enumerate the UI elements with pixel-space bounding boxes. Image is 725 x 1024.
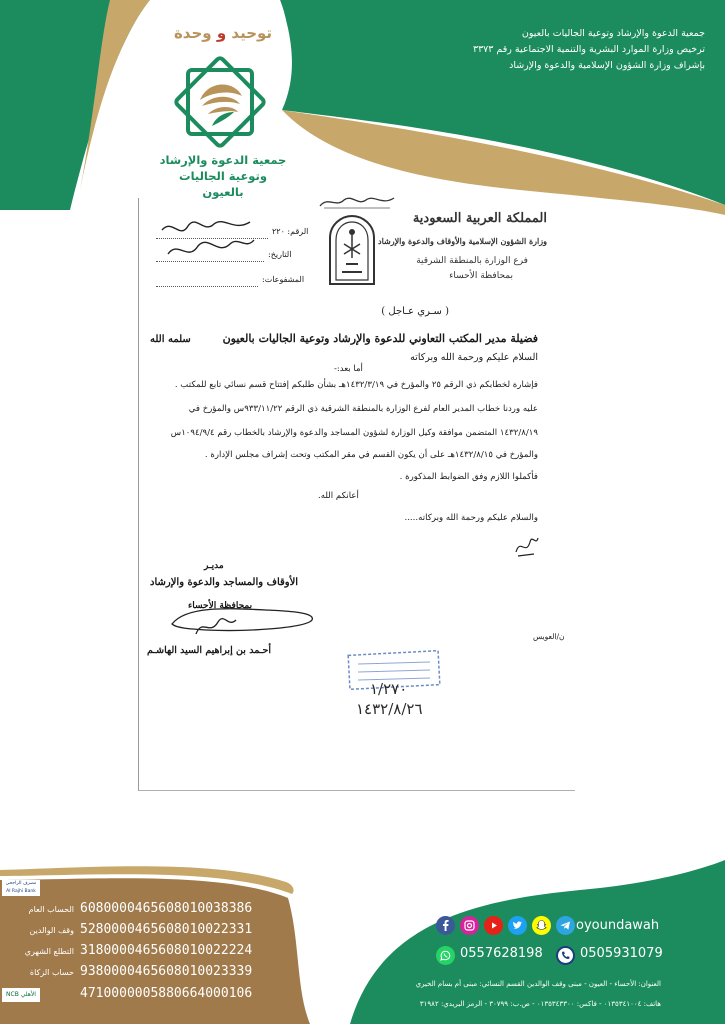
signatory-department: الأوقاف والمساجد والدعوة والإرشاد xyxy=(150,577,299,588)
address-line: العنوان: الأحساء - العيون - مبنى وقف الوالدين القسم النسائي: مبنى أم بسام الخيري xyxy=(415,980,661,988)
handwritten-initials-icon xyxy=(512,528,540,560)
contact-address xyxy=(415,974,661,1014)
bank-name: مصرف الراجحي xyxy=(5,881,37,886)
organization-info xyxy=(405,26,705,74)
bank-account-label: حساب الزكاة xyxy=(29,968,74,977)
logo-name-line: وتوعية الجاليات بالعيون xyxy=(179,169,267,199)
bank-account-row xyxy=(0,900,280,920)
twitter-icon[interactable] xyxy=(508,916,527,935)
ministry-line: فرع الوزارة بالمنطقة الشرقية xyxy=(416,256,528,266)
ministry-emblem-icon xyxy=(326,214,378,286)
bank-account-row xyxy=(0,921,280,941)
bank-account-number: 3180000465608010022224 xyxy=(80,943,253,958)
logo-emblem-icon xyxy=(168,50,272,154)
signatory-region: بمحافظة الأحساء xyxy=(188,601,253,611)
whatsapp-number[interactable]: 0557628198 xyxy=(460,946,543,961)
bank-name: الأهلي xyxy=(20,991,36,998)
whatsapp-icon[interactable] xyxy=(436,946,455,965)
closing-line: والسلام عليكم ورحمة الله وبركاته..... xyxy=(404,513,538,523)
slogan-word: وحدة xyxy=(173,24,212,42)
logo-name-line: جمعية الدعوة والإرشاد xyxy=(159,153,287,167)
greeting: السلام عليكم ورحمة الله وبركاته xyxy=(410,352,538,363)
secret-urgent-marking: ( سـري عـاجل ) xyxy=(381,306,449,317)
stamp-handwritten-date: ١٤٣٢/٨/٢٦ xyxy=(356,700,423,718)
bank-name: Al Rajhi Bank xyxy=(6,889,36,894)
logo-slogan xyxy=(168,24,278,42)
bank-account-number: 9380000465608010023339 xyxy=(80,964,253,979)
signatory-title: مديـر xyxy=(204,561,224,571)
telegram-icon[interactable] xyxy=(556,916,575,935)
bank-account-row xyxy=(0,942,280,962)
org-line: بإشراف وزارة الشؤون الإسلامية والدعوة والإرشاد xyxy=(509,60,705,71)
phone-icon[interactable] xyxy=(556,946,575,965)
bank-account-row xyxy=(0,985,280,1005)
signatory-name: أحـمد بن إبراهيم السيد الهاشـم xyxy=(147,645,271,656)
body-line: والمؤرخ في ١٤٣٢/٨/١٥هـ على أن يكون القسم في مقر المكتب وتحت إشراف مجلس الإدارة . xyxy=(204,450,538,460)
attachments-line xyxy=(156,286,258,287)
attachments-label: المشفوعات: xyxy=(262,275,305,284)
instagram-icon[interactable] xyxy=(460,916,479,935)
cc-note: ن/العويس xyxy=(533,632,565,641)
ministry-line: بمحافظة الأحساء xyxy=(449,271,513,281)
bank-account-label: الحساب العام xyxy=(28,905,74,914)
facebook-icon[interactable] xyxy=(436,916,455,935)
bank-name: NCB xyxy=(6,991,19,998)
body-line: ١٤٣٢/٨/١٩ المتضمن موافقة وكيل الوزارة لشؤون المساجد والدعوة والإرشاد بالخطاب رقم ١٠٩٤/٩/٤س xyxy=(170,428,538,438)
bank-account-number: 6080000465608010038386 xyxy=(80,901,253,916)
snapchat-icon[interactable] xyxy=(532,916,551,935)
ministry-line: المملكة العربية السعودية xyxy=(412,211,547,226)
body-line: فإشارة لخطابكم ذي الرقم ٢٥ والمؤرخ في ١٤٣٢/٣/١٩هـ بشأن طلبكم إفتتاح قسم نسائي تابع للمكتب . xyxy=(174,380,538,390)
body-line: فأكملوا اللازم وفق الضوابط المذكورة . xyxy=(399,472,538,482)
stamp-handwritten-number: ١/٢٧٠ xyxy=(370,680,408,698)
bank-account-number: 4710000005880664000106 xyxy=(80,986,253,1001)
bank-account-label: التطلع الشهري xyxy=(24,947,74,956)
signature-icon xyxy=(166,598,316,642)
body-line: عليه وردنا خطاب المدير العام لفرع الوزارة بالمنطقة الشرقية ذي الرقم ٩٣٣/١١/٢٢س والمؤرخ في xyxy=(188,404,538,414)
salutation: سلمه الله xyxy=(150,334,191,345)
basmala-calligraphy-icon xyxy=(318,192,396,212)
org-line: جمعية الدعوة والإرشاد وتوعية الجاليات بالعيون xyxy=(521,28,705,39)
phone-number[interactable]: 0505931079 xyxy=(580,946,663,961)
ref-label: الرقم: ٢٢٠ xyxy=(272,227,309,236)
org-line: ترخيص وزارة الموارد البشرية والتنمية الاجتماعية رقم ٣٣٧٣ xyxy=(472,44,705,55)
slogan-and: و xyxy=(216,24,227,42)
slogan-word: توحيد xyxy=(231,24,273,42)
date-label: التاريخ: xyxy=(268,250,292,259)
closing-line: أعانكم الله. xyxy=(318,491,359,501)
amma-baad: أما بعد:- xyxy=(334,364,363,374)
alrajhi-logo xyxy=(2,880,40,896)
bank-account-row xyxy=(0,963,280,983)
date-line xyxy=(156,261,264,262)
address-line: هاتف: ٠١٣٥٣٤١٠٠٤ - فاكس: ٠١٣٥٣٤٣٣٠٠ - ص.ب: ٣٠٧٩٩ - الرمز البريدي: ٣١٩٨٢ xyxy=(419,1000,661,1008)
bank-account-number: 5280000465608010022331 xyxy=(80,922,253,937)
logo-name xyxy=(158,152,288,200)
bank-account-label: وقف الوالدين xyxy=(29,926,74,935)
social-handle[interactable]: oyoundawah xyxy=(576,918,660,933)
ministry-line: وزارة الشؤون الإسلامية والأوقاف والدعوة والإرشاد xyxy=(378,236,547,246)
youtube-icon[interactable] xyxy=(484,916,503,935)
addressee: فضيلة مدير المكتب التعاوني للدعوة والإرشاد وتوعية الجاليات بالعيون xyxy=(222,332,538,345)
